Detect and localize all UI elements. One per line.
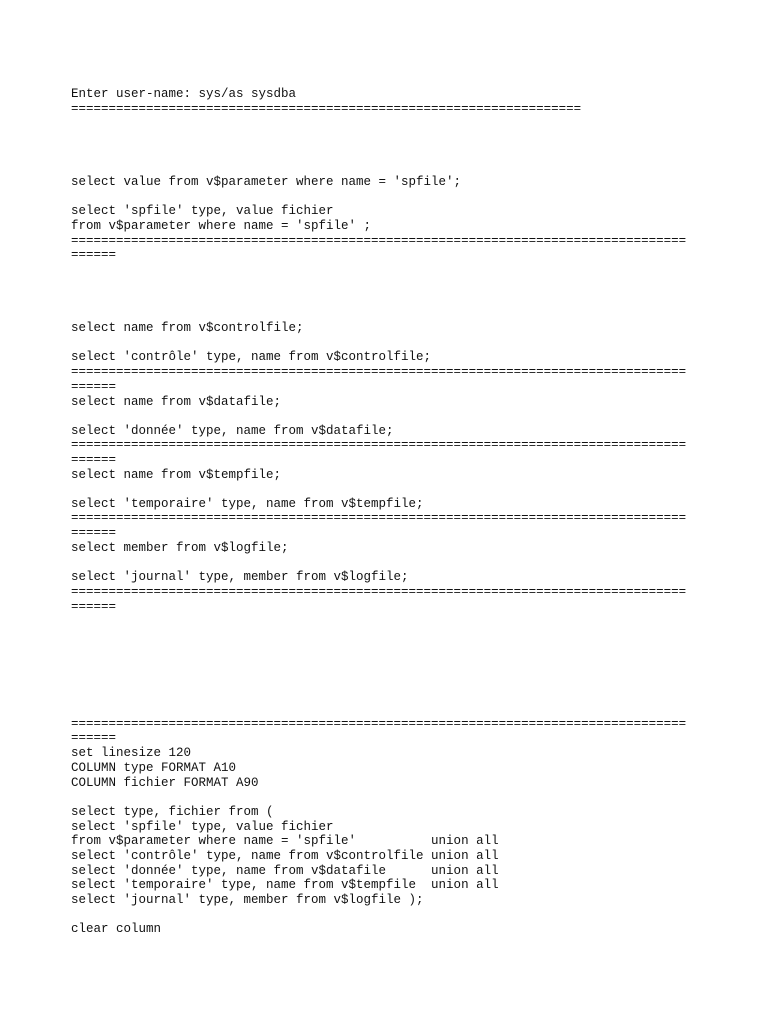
text-line: select 'contrôle' type, name from v$controlfile union all [71,849,499,863]
separator-line: ====== [71,248,117,262]
text-line: select name from v$datafile; [71,395,282,409]
text-line: clear column [71,922,162,936]
text-line: select 'donnée' type, name from v$datafile union all [71,864,499,878]
separator-line: ================================================================================== [71,585,687,599]
separator-line: ================================================================================== [71,511,687,525]
separator-line: ====== [71,453,117,467]
text-line: select 'donnée' type, name from v$datafile; [71,424,394,438]
separator-line: ====== [71,380,117,394]
text-line: select value from v$parameter where name = 'spfile'; [71,175,462,189]
text-line: COLUMN fichier FORMAT A90 [71,776,259,790]
text-line: from v$parameter where name = 'spfile' union all [71,834,499,848]
separator-line: ====== [71,731,117,745]
text-line: select name from v$controlfile; [71,321,304,335]
text-line: select 'temporaire' type, name from v$tempfile union all [71,878,499,892]
text-line: from v$parameter where name = 'spfile' ; [71,219,372,233]
separator-line: ====== [71,600,117,614]
separator-line: ================================================================================== [71,717,687,731]
separator-line: ================================================================================== [71,234,687,248]
text-line: select type, fichier from ( [71,805,274,819]
text-line: select 'journal' type, member from v$logfile; [71,570,409,584]
text-line: select 'contrôle' type, name from v$controlfile; [71,350,432,364]
text-line: select name from v$tempfile; [71,468,282,482]
separator-line: ================================================================================== [71,365,687,379]
text-line: select 'spfile' type, value fichier [71,204,334,218]
text-line: COLUMN type FORMAT A10 [71,761,237,775]
text-line: Enter user-name: sys/as sysdba [71,87,297,101]
text-line: select 'journal' type, member from v$logfile ); [71,893,424,907]
separator-line: ==================================================================== [71,102,582,116]
text-line: select 'spfile' type, value fichier [71,820,334,834]
separator-line: ====== [71,526,117,540]
text-line: set linesize 120 [71,746,192,760]
separator-line: ================================================================================== [71,438,687,452]
text-line: select member from v$logfile; [71,541,289,555]
text-line: select 'temporaire' type, name from v$tempfile; [71,497,424,511]
